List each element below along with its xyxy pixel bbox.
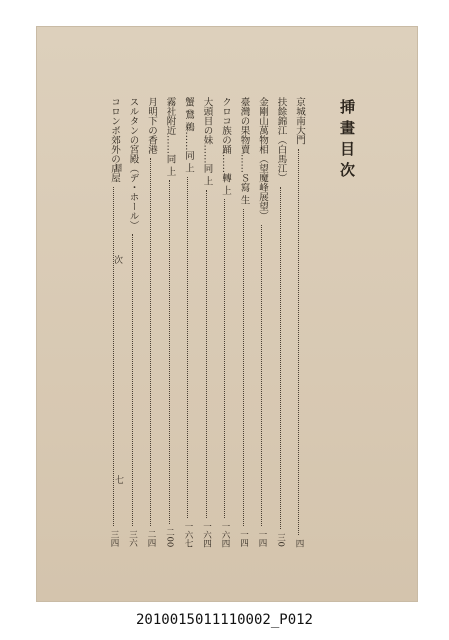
page-title: 挿畫目次 bbox=[338, 99, 356, 183]
toc-entry bbox=[291, 97, 307, 547]
toc-entry-label: 月明下の香港 bbox=[146, 97, 157, 154]
toc-entry bbox=[236, 97, 252, 547]
toc-entry-page: 二四 bbox=[146, 530, 156, 547]
toc-entry-page: 四 bbox=[294, 538, 304, 547]
toc-entry-label: 臺灣の果物賣……Ｓ寫 生 bbox=[238, 97, 250, 205]
toc-entry-label: 霧社附近……同 上 bbox=[164, 97, 176, 177]
toc-entry-label: クロコ族の踊……轉 上 bbox=[220, 97, 231, 196]
page-number: 七 bbox=[113, 475, 123, 484]
toc-entry bbox=[273, 97, 289, 547]
leader-dots bbox=[132, 234, 134, 526]
toc-entry-page: 三四 bbox=[109, 530, 119, 547]
toc-entry-label: 大頭目の妹……同 上 bbox=[201, 97, 213, 186]
toc-entry bbox=[199, 97, 215, 547]
toc-entry bbox=[162, 97, 178, 547]
toc-entry bbox=[143, 97, 159, 547]
image-caption: 2010015011110002_P012 bbox=[135, 612, 313, 628]
toc-entry-page: 三0 bbox=[275, 533, 286, 547]
toc-entry-label: 金剛山萬物相（望魔峰展望） bbox=[257, 97, 268, 221]
leader-dots bbox=[280, 187, 282, 530]
toc-entry bbox=[254, 97, 270, 547]
toc-entry-label: コロンボ郊外の店屋 bbox=[109, 97, 120, 183]
toc-entry-page: 一六四 bbox=[201, 521, 212, 547]
leader-dots bbox=[224, 199, 226, 517]
running-head: 目 次 bbox=[112, 163, 122, 304]
toc-entry-label: 京城南大門 bbox=[294, 97, 305, 145]
toc-entry-page: 一六七 bbox=[183, 521, 193, 547]
toc-entry-label: 扶餘錦江（白馬江） bbox=[275, 97, 287, 183]
toc-entry-label: 蟹 鵞 鵜……同 上 bbox=[183, 97, 194, 173]
scanned-page-frame bbox=[36, 26, 418, 602]
leader-dots bbox=[150, 158, 152, 526]
leader-dots bbox=[243, 209, 245, 526]
leader-dots bbox=[298, 149, 300, 535]
toc-entry bbox=[180, 97, 196, 547]
leader-dots bbox=[187, 177, 189, 518]
book-page bbox=[37, 27, 417, 601]
toc-entry-page: 三六 bbox=[127, 530, 138, 547]
toc-entry-page: 二00 bbox=[164, 527, 175, 547]
toc-entry bbox=[125, 97, 141, 547]
toc-entry-page: 一六四 bbox=[220, 521, 230, 547]
toc-entry bbox=[217, 97, 233, 547]
toc-entry-label: スルタンの宮殿（デ・ホール） bbox=[127, 97, 139, 230]
leader-dots bbox=[206, 190, 208, 518]
leader-dots bbox=[261, 225, 263, 527]
leader-dots bbox=[169, 180, 171, 524]
toc-entry-page: 一四 bbox=[238, 530, 249, 547]
toc-entry-page: 一四 bbox=[257, 530, 267, 547]
